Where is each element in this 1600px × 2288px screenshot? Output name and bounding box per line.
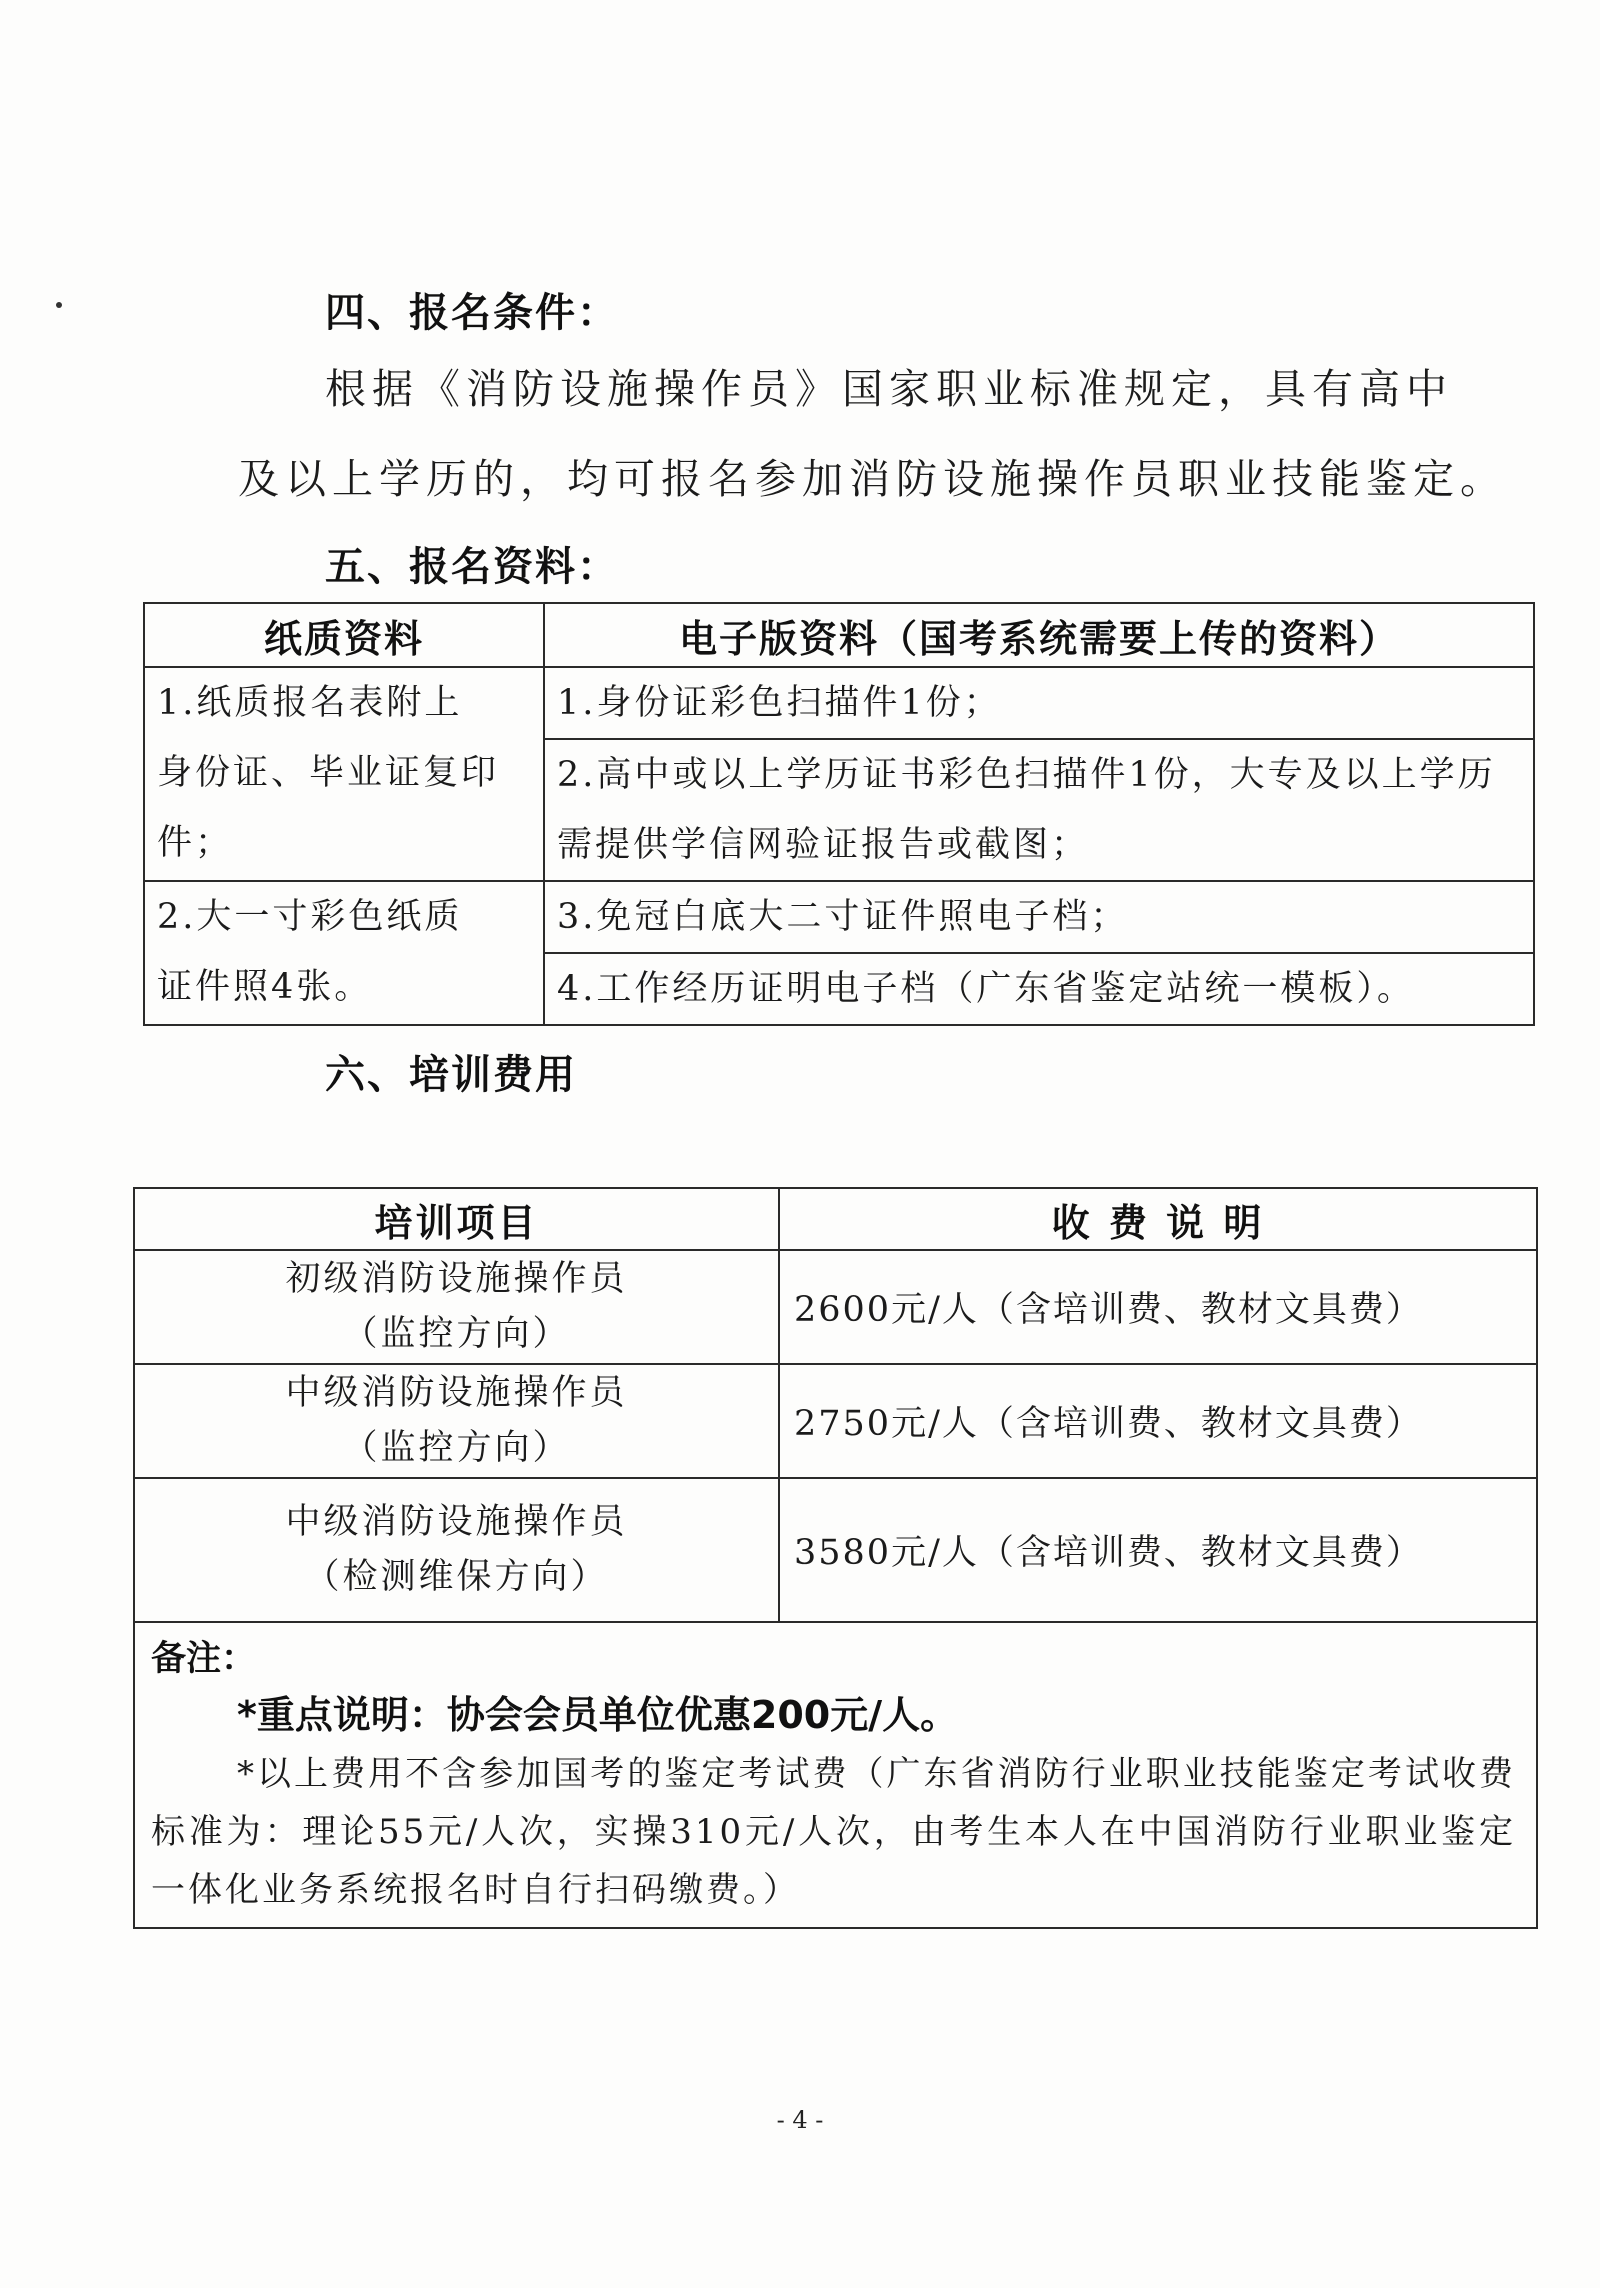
table-row — [134, 1250, 1537, 1364]
header-training-item: 培训项目 — [134, 1188, 779, 1250]
paper-material-1: 1.纸质报名表附上 身份证、毕业证复印 件； — [144, 667, 544, 881]
header-fee-description: 收 费 说 明 — [779, 1188, 1537, 1250]
training-item-name: 中级消防设施操作员 — [285, 1502, 628, 1542]
header-paper-materials: 纸质资料 — [144, 603, 544, 667]
table-row — [144, 881, 1534, 953]
training-item — [134, 1250, 779, 1364]
training-item-direction: （监控方向） — [342, 1428, 571, 1468]
section-4-heading: 四、报名条件： — [325, 290, 619, 336]
paper-material-2: 2.大一寸彩色纸质 证件照4张。 — [144, 881, 544, 1025]
table-row — [134, 1478, 1537, 1622]
section-6-heading: 六、培训费用 — [325, 1052, 577, 1098]
scan-dot — [56, 302, 62, 308]
training-fee: 3580元/人（含培训费、教材文具费） — [779, 1478, 1537, 1622]
training-item-direction: （检测维保方向） — [304, 1557, 609, 1597]
electronic-material-2: 2.高中或以上学历证书彩色扫描件1份，大专及以上学历需提供学信网验证报告或截图； — [544, 739, 1534, 881]
notes-row — [134, 1622, 1537, 1928]
notes-key-point: *重点说明：协会会员单位优惠200元/人。 — [237, 1693, 959, 1737]
notes-text: *以上费用不含参加国考的鉴定考试费（广东省消防行业职业技能鉴定考试收费标准为：理论55元/人次，实操310元/人次，由考生本人在中国消防行业职业鉴定一体化业务系统报名时自行扫码缴费。） — [151, 1754, 1516, 1910]
section-4-paragraph-line-2: 及以上学历的，均可报名参加消防设施操作员职业技能鉴定。 — [238, 455, 1507, 503]
materials-table — [143, 602, 1535, 1026]
table-row — [144, 667, 1534, 739]
electronic-material-1: 1.身份证彩色扫描件1份； — [544, 667, 1534, 739]
section-5-heading: 五、报名资料： — [325, 544, 619, 590]
notes-title: 备注： — [151, 1639, 257, 1679]
electronic-material-4: 4.工作经历证明电子档（广东省鉴定站统一模板）。 — [544, 953, 1534, 1025]
materials-table-header — [144, 603, 1534, 667]
table-row — [134, 1364, 1537, 1478]
page-number: - 4 - — [776, 2106, 824, 2134]
notes-cell — [134, 1622, 1537, 1928]
training-fee: 2600元/人（含培训费、教材文具费） — [779, 1250, 1537, 1364]
fees-table-header — [134, 1188, 1537, 1250]
training-item-name: 初级消防设施操作员 — [285, 1259, 628, 1299]
fees-table — [133, 1187, 1538, 1929]
training-item-direction: （监控方向） — [342, 1314, 571, 1354]
electronic-material-3: 3.免冠白底大二寸证件照电子档； — [544, 881, 1534, 953]
training-item — [134, 1364, 779, 1478]
section-4-paragraph-line-1: 根据《消防设施操作员》国家职业标准规定，具有高中 — [325, 365, 1453, 413]
training-fee: 2750元/人（含培训费、教材文具费） — [779, 1364, 1537, 1478]
training-item — [134, 1478, 779, 1622]
header-electronic-materials: 电子版资料（国考系统需要上传的资料） — [544, 603, 1534, 667]
training-item-name: 中级消防设施操作员 — [285, 1373, 628, 1413]
